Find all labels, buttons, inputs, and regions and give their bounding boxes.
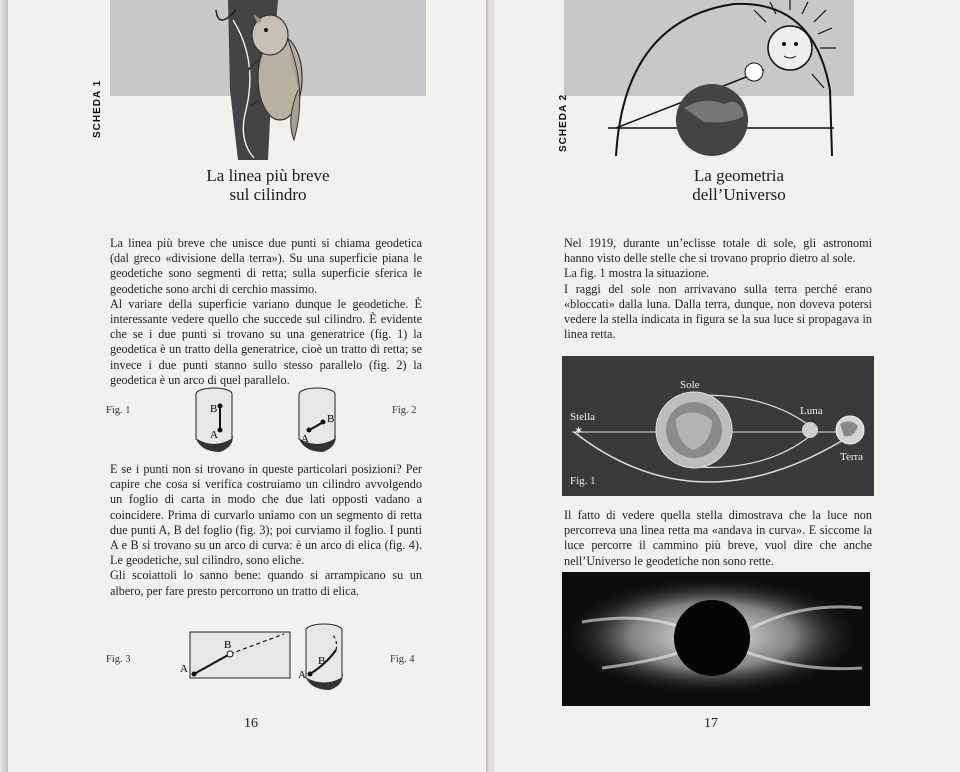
page-title (639, 166, 839, 204)
svg-text:A: A (298, 669, 306, 681)
page-title (168, 166, 368, 204)
cylinder-figure-2 (293, 384, 353, 454)
paragraph: I raggi del sole non arrivavano sulla terra perché erano «bloccati» dalla luna. Dalla terra, dunque, non doveva potersi vedere la stella indicata in figura se la sua luce si propagava in linea retta. (564, 281, 872, 342)
paragraph: La fig. 1 mostra la situazione. (564, 266, 710, 281)
figure-label: Fig. 1 (106, 405, 131, 416)
paragraph: Il fatto di vedere quella stella dimostrava che la luce non percorreva una linea retta ma «andava in curva». E siccome la luce percorre il cammino più breve, vuol dire che anche nell’Universo le geodetiche non sono rette. (564, 508, 872, 568)
scheda-label: SCHEDA 1 (92, 79, 103, 138)
conclusion-text (564, 508, 872, 569)
sun-moon-earth-diagram (562, 356, 874, 496)
left-page (8, 0, 488, 772)
page-number: 17 (704, 716, 718, 731)
svg-text:B: B (224, 639, 232, 651)
cylinder-helix-figure (296, 620, 356, 692)
page-number: 16 (244, 716, 258, 731)
svg-text:B: B (318, 655, 326, 667)
intro-text (564, 236, 872, 342)
svg-text:A: A (180, 663, 188, 675)
stella-label: Stella (570, 411, 596, 423)
eclipse-photo-art (562, 572, 870, 706)
paper-sheet-figure (176, 628, 296, 684)
point-a-label: A (210, 429, 218, 441)
point-b-label: B (210, 403, 218, 415)
cylinder-figure-1 (190, 384, 250, 454)
eclipse-illustration (604, 0, 844, 160)
terra-label: Terra (840, 451, 864, 463)
eclipse-photograph (562, 572, 870, 706)
title-line-1: La linea più breve (206, 166, 330, 185)
point-a-label: A (301, 433, 309, 445)
point-b-label: B (327, 413, 335, 425)
paragraph: Al variare della superficie variano dunque le geodetiche. È interessante vedere quello che succede sul cilindro. È evidente che se i due punti si trovano su una generatrice (fig. 1) la geodetica è un tratto della generatrice, cioè un tratto di retta; se invece i due punti stanno sullo stesso parallelo (fig. 2) la geodetica è un arco di quel parallelo. (110, 296, 422, 387)
sole-label: Sole (680, 379, 700, 391)
title-line-2: sul cilindro (229, 185, 307, 204)
title-line-2: dell’Universo (692, 185, 786, 204)
title-line-1: La geometria (693, 166, 785, 185)
intro-text (110, 236, 422, 388)
figure-label: Fig. 2 (392, 405, 417, 416)
fig-label: Fig. 1 (570, 475, 596, 487)
figure-label: Fig. 3 (106, 654, 131, 665)
main-text (110, 462, 422, 599)
paragraph: E se i punti non si trovano in queste particolari posizioni? Per capire che cosa si verifica costruiamo un cilindro avvolgendo un foglio di carta in modo che due lati opposti vadano a coincidere. Prima di curvarlo uniamo con un segmento di retta due punti A, B del foglio (fig. 3); poi curviamo il foglio. I punti A e B si trovano su un arco di curva: è un arco di elica (fig. 4). Le geodetiche, sul cilindro, sono eliche. (110, 462, 422, 568)
squirrel-illustration (198, 0, 318, 160)
paragraph: Nel 1919, durante un’eclisse totale di sole, gli astronomi hanno visto delle stelle che si trovano proprio dietro al sole. (564, 236, 872, 266)
figure-label: Fig. 4 (390, 654, 415, 665)
svg-text:✶: ✶ (574, 425, 584, 437)
scheda-label: SCHEDA 2 (558, 93, 569, 152)
paragraph: La linea più breve che unisce due punti si chiama geodetica (dal greco «divisione della terra»). Su una superficie piana le geodetiche sono segmenti di retta; sulla superficie sferica le geodetiche sono archi di cerchio massimo. (110, 236, 422, 296)
paragraph: Gli scoiattoli lo sanno bene: quando si arrampicano su un albero, per fare presto percorrono un tratto di elica. (110, 568, 422, 598)
right-page (494, 0, 960, 772)
luna-label: Luna (800, 405, 823, 417)
